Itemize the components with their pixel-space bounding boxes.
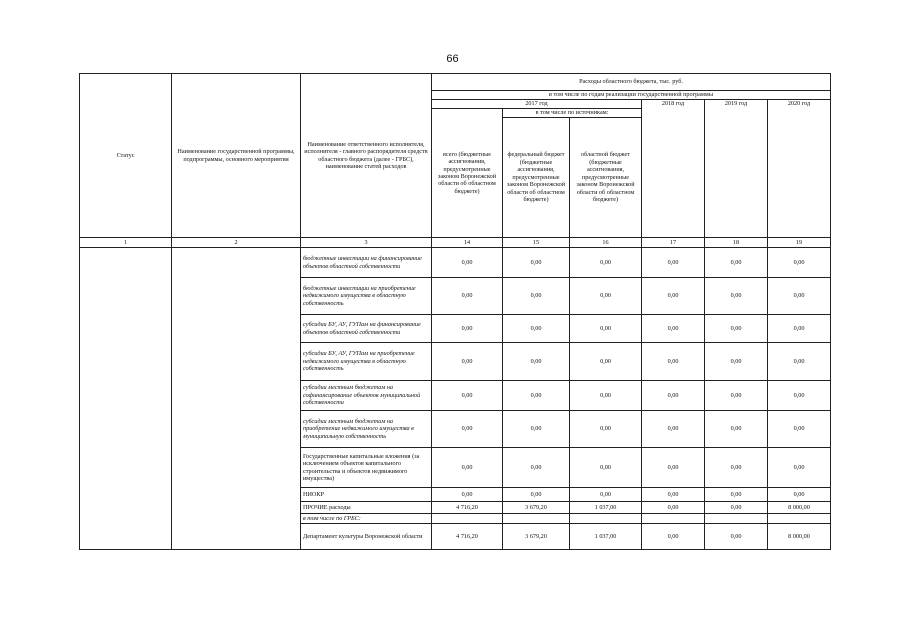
col-number: 3 xyxy=(301,238,432,248)
table-row xyxy=(80,514,831,524)
table-row xyxy=(80,488,831,502)
cell-value: 0,00 xyxy=(432,315,503,343)
header-by-sources: в том числе по источникам: xyxy=(503,109,642,118)
col-number: 19 xyxy=(768,238,831,248)
col-number: 1 xyxy=(80,238,172,248)
table-row xyxy=(80,502,831,514)
header-regional: областной бюджет (бюджетные ассигнования, предусмотренные законом Воронежской области об областном бюджете) xyxy=(570,118,642,238)
cell-value: 0,00 xyxy=(570,343,642,381)
cell-value: 0,00 xyxy=(570,248,642,278)
cell-value: 0,00 xyxy=(432,381,503,411)
cell-value: 0,00 xyxy=(432,343,503,381)
cell-value: 0,00 xyxy=(768,248,831,278)
cell-value: 3 679,20 xyxy=(503,502,570,514)
cell-value: 0,00 xyxy=(570,278,642,315)
cell-value: 0,00 xyxy=(642,315,705,343)
cell-value: 3 679,20 xyxy=(503,524,570,550)
col-number: 17 xyxy=(642,238,705,248)
row-label: бюджетные инвестиции на финансирование объектов областной собственности xyxy=(301,248,432,278)
cell-value: 0,00 xyxy=(705,278,768,315)
cell-value: 0,00 xyxy=(768,381,831,411)
header-year-2019: 2019 год xyxy=(705,100,768,238)
header-year-2020: 2020 год xyxy=(768,100,831,238)
cell-value: 0,00 xyxy=(503,381,570,411)
cell-value: 0,00 xyxy=(642,502,705,514)
cell-value: 0,00 xyxy=(642,381,705,411)
header-executor-name: Наименование ответственного исполнителя, исполнителя - главного распорядителя средств областного бюджета (далее - ГРБС), наименование статей расходов xyxy=(301,74,432,238)
cell-value: 0,00 xyxy=(570,411,642,448)
budget-table xyxy=(79,73,831,550)
cell-value: 0,00 xyxy=(503,488,570,502)
cell-value: 8 000,00 xyxy=(768,502,831,514)
cell-value: 0,00 xyxy=(642,343,705,381)
table-row xyxy=(80,315,831,343)
cell-value: 0,00 xyxy=(705,343,768,381)
row-label: субсидии местным бюджетам на приобретение недвижимого имущества в муниципальную собственность xyxy=(301,411,432,448)
grbs-label: в том числе по ГРБС: xyxy=(301,514,432,524)
cell-value: 0,00 xyxy=(570,381,642,411)
col-number: 15 xyxy=(503,238,570,248)
cell-value: 0,00 xyxy=(705,381,768,411)
cell-value: 0,00 xyxy=(503,448,570,488)
header-by-years: в том числе по годам реализации государственной программы xyxy=(432,91,831,100)
cell-value: 1 037,00 xyxy=(570,502,642,514)
table-row xyxy=(80,381,831,411)
cell-value: 0,00 xyxy=(432,488,503,502)
cell-value: 0,00 xyxy=(503,411,570,448)
cell-value: 8 000,00 xyxy=(768,524,831,550)
row-label: ПРОЧИЕ расходы xyxy=(301,502,432,514)
table-row xyxy=(80,278,831,315)
cell-value: 0,00 xyxy=(642,411,705,448)
cell-value: 0,00 xyxy=(642,248,705,278)
cell-value: 0,00 xyxy=(570,488,642,502)
row-label: бюджетные инвестиции на приобретение недвижимого имущества в областную собственность xyxy=(301,278,432,315)
header-total: всего (бюджетные ассигнования, предусмотренные законом Воронежской области об областном бюджете) xyxy=(432,109,503,238)
col-number: 16 xyxy=(570,238,642,248)
cell-value: 0,00 xyxy=(768,448,831,488)
col-number: 18 xyxy=(705,238,768,248)
table-row xyxy=(80,448,831,488)
cell-value: 0,00 xyxy=(503,278,570,315)
table-row xyxy=(80,248,831,278)
col-number: 2 xyxy=(172,238,301,248)
col-number: 14 xyxy=(432,238,503,248)
cell-value: 0,00 xyxy=(503,315,570,343)
page-number: 66 xyxy=(446,53,459,65)
cell-value: 0,00 xyxy=(705,248,768,278)
cell-value: 0,00 xyxy=(432,411,503,448)
table-row xyxy=(80,411,831,448)
header-year-2018: 2018 год xyxy=(642,100,705,238)
row-label: субсидии БУ, АУ, ГУПам на приобретение недвижимого имущества в областную собственность xyxy=(301,343,432,381)
cell-value: 0,00 xyxy=(705,315,768,343)
cell-value: 1 037,00 xyxy=(570,524,642,550)
row-label: субсидии местным бюджетам на софинансирование объектов муниципальной собственности xyxy=(301,381,432,411)
row-label: Департамент культуры Воронежской области xyxy=(301,524,432,550)
cell-value: 0,00 xyxy=(768,278,831,315)
cell-value: 0,00 xyxy=(503,248,570,278)
cell-value: 0,00 xyxy=(642,278,705,315)
cell-value: 0,00 xyxy=(705,502,768,514)
cell-value: 0,00 xyxy=(570,315,642,343)
cell-value: 0,00 xyxy=(768,315,831,343)
cell-value: 0,00 xyxy=(768,343,831,381)
cell-value: 0,00 xyxy=(642,524,705,550)
cell-value: 4 716,20 xyxy=(432,502,503,514)
cell-value: 0,00 xyxy=(432,278,503,315)
table-row xyxy=(80,343,831,381)
table-row xyxy=(80,524,831,550)
header-status: Статус xyxy=(80,74,172,238)
cell-value: 0,00 xyxy=(432,448,503,488)
cell-value: 0,00 xyxy=(705,411,768,448)
cell-value: 4 716,20 xyxy=(432,524,503,550)
row-label: НИОКР xyxy=(301,488,432,502)
cell-value: 0,00 xyxy=(705,448,768,488)
cell-value: 0,00 xyxy=(705,524,768,550)
cell-value: 0,00 xyxy=(570,448,642,488)
header-federal: федеральный бюджет (бюджетные ассигнования, предусмотренные законом Воронежской области об областном бюджете) xyxy=(503,118,570,238)
header-year-2017: 2017 год xyxy=(432,100,642,109)
cell-value: 0,00 xyxy=(705,488,768,502)
cell-value: 0,00 xyxy=(432,248,503,278)
cell-value: 0,00 xyxy=(642,448,705,488)
row-label: субсидии БУ, АУ, ГУПам на финансирование объектов областной собственности xyxy=(301,315,432,343)
row-label: Государственные капитальные вложения (за исключением объектов капитального строительства и объектов недвижимого имущества) xyxy=(301,448,432,488)
header-program-name: Наименование государственной программы, подпрограммы, основного мероприятия xyxy=(172,74,301,238)
header-expenses: Расходы областного бюджета, тыс. руб. xyxy=(432,74,831,91)
cell-value: 0,00 xyxy=(768,488,831,502)
cell-value: 0,00 xyxy=(503,343,570,381)
cell-value: 0,00 xyxy=(642,488,705,502)
cell-value: 0,00 xyxy=(768,411,831,448)
